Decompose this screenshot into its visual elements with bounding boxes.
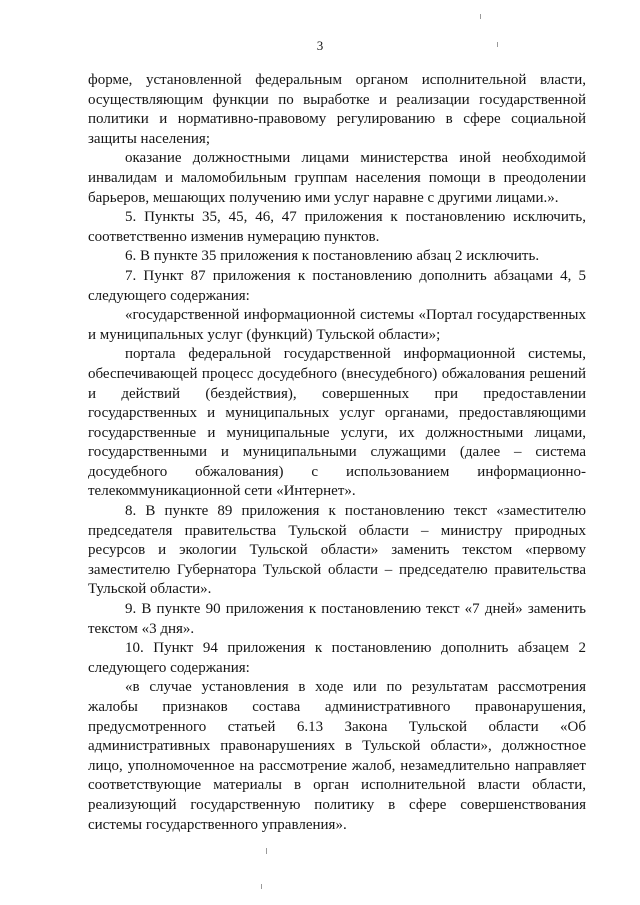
scan-mark	[480, 14, 481, 19]
scan-mark	[261, 884, 262, 889]
paragraph-2: оказание должностными лицами министерства иной необходимой инвалидам и маломобильным группам населения помощи в преодолении барьеров, мешающих получению ими услуг наравне с другими лицами.».	[88, 150, 586, 206]
page-number: 3	[316, 38, 324, 53]
paragraph-1: форме, установленной федеральным органом исполнительной власти, осуществляющим функции по выработке и реализации государственной политики и нормативно-правовому регулированию в сфере социальной защиты населения;	[88, 72, 586, 147]
scan-mark	[266, 848, 267, 854]
paragraph-9: 9. В пункте 90 приложения к постановлению текст «7 дней» заменить текстом «3 дня».	[88, 601, 586, 637]
paragraph-7: портала федеральной государственной информационной системы, обеспечивающей процесс досудебного (внесудебного) обжалования решений и действий (бездействия), совершенных при предоставлении государственных и муниципальных услуг органами, предоставляющими государственные и муниципальные услуги, их должностными лицами, государственными и муниципальными служащими (далее – система досудебного обжалования) с использованием информационно-телекоммуникационной сети «Интернет».	[88, 346, 586, 500]
document-body	[88, 71, 586, 835]
paragraph-10: 10. Пункт 94 приложения к постановлению дополнить абзацем 2 следующего содержания:	[88, 640, 586, 676]
paragraph-8: 8. В пункте 89 приложения к постановлению текст «заместителю председателя правительства Тульской области – министру природных ресурсов и экологии Тульской области» заменить текстом «первому заместителю Губернатора Тульской области – председателю правительства Тульской области».	[88, 503, 586, 598]
paragraph-3: 5. Пункты 35, 45, 46, 47 приложения к постановлению исключить, соответственно изменив нумерацию пунктов.	[88, 209, 586, 245]
scan-mark	[497, 42, 498, 47]
paragraph-6: «государственной информационной системы «Портал государственных и муниципальных услуг (функций) Тульской области»;	[88, 307, 586, 343]
paragraph-5: 7. Пункт 87 приложения к постановлению дополнить абзацами 4, 5 следующего содержания:	[88, 267, 586, 304]
paragraph-11: «в случае установления в ходе или по результатам рассмотрения жалобы признаков состава административного правонарушения, предусмотренного статьей 6.13 Закона Тульской области «Об административных правонарушениях в Тульской области», должностное лицо, уполномоченное на рассмотрение жалоб, незамедлительно направляет соответствующие материалы в орган исполнительной власти области, реализующий государственную политику в сфере совершенствования системы государственного управления».	[88, 679, 586, 833]
paragraph-4: 6. В пункте 35 приложения к постановлению абзац 2 исключить.	[125, 248, 540, 265]
